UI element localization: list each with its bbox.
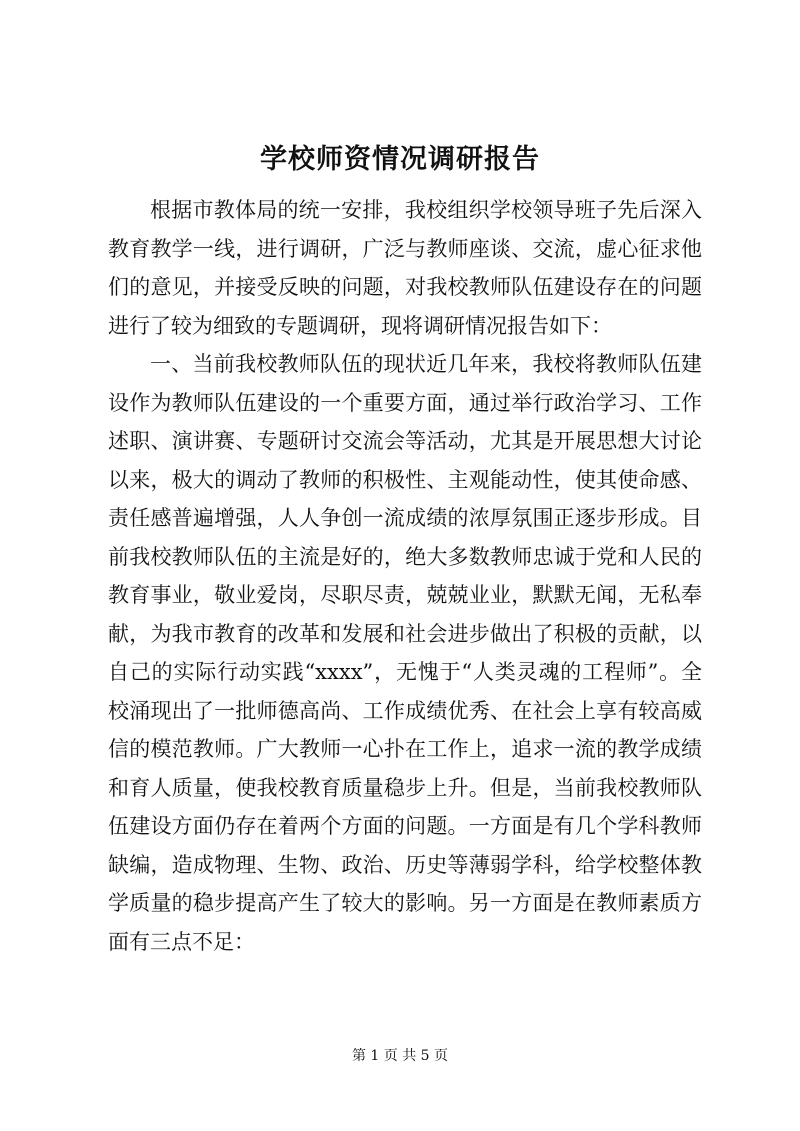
page-footer: 第 1 页 共 5 页 <box>351 1048 449 1064</box>
document-body <box>108 191 702 961</box>
document-title: 学校师资情况调研报告 <box>260 144 540 175</box>
paragraph-current-status: 一、当前我校教师队伍的现状近几年来，我校将教师队伍建设作为教师队伍建设的一个重要方面，通过举行政治学习、工作述职、演讲赛、专题研讨交流会等活动，尤其是开展思想大讨论以来，极大的调动了教师的积极性、主观能动性，使其使命感、责任感普遍增强，人人争创一流成绩的浓厚氛围正逐步形成。目前我校教师队伍的主流是好的，绝大多数教师忠诚于党和人民的教育事业，敬业爱岗，尽职尽责，兢兢业业，默默无闻，无私奉献，为我市教育的改革和发展和社会进步做出了积极的贡献，以自己的实际行动实践“xxxx”，无愧于“人类灵魂的工程师”。全校涌现出了一批师德高尚、工作成绩优秀、在社会上享有较高威信的模范教师。广大教师一心扑在工作上，追求一流的教学成绩和育人质量，使我校教育质量稳步上升。但是，当前我校教师队伍建设方面仍存在着两个方面的问题。一方面是有几个学科教师缺编，造成物理、生物、政治、历史等薄弱学科，给学校整体教学质量的稳步提高产生了较大的影响。另一方面是在教师素质方面有三点不足： <box>108 352 702 954</box>
paragraph-intro: 根据市教体局的统一安排，我校组织学校领导班子先后深入教育教学一线，进行调研，广泛与教师座谈、交流，虚心征求他们的意见，并接受反映的问题，对我校教师队伍建设存在的问题进行了较为细致的专题调研，现将调研情况报告如下： <box>108 198 702 338</box>
